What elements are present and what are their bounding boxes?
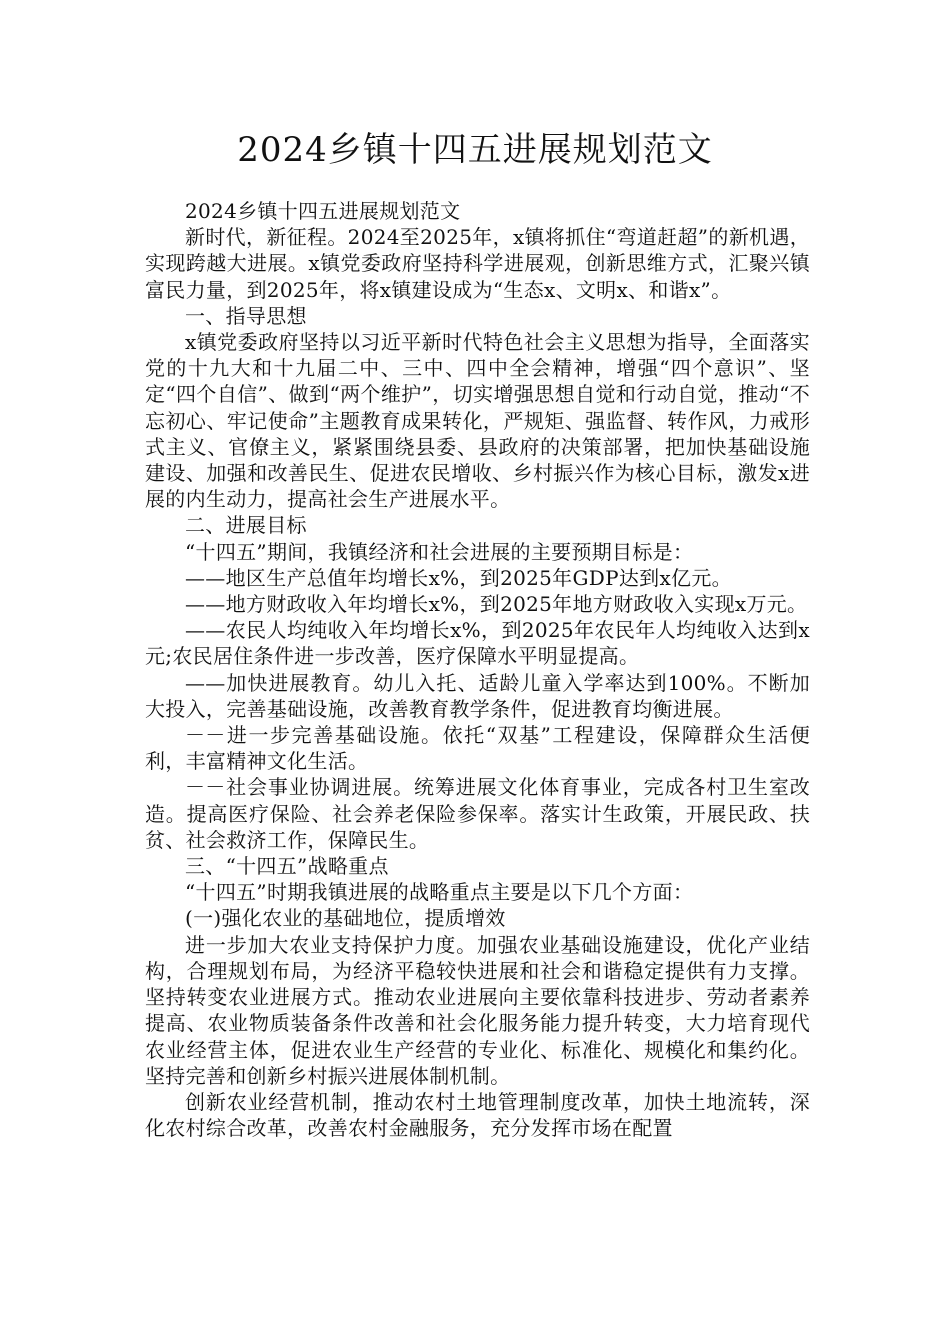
section-heading-goals: 二、进展目标 xyxy=(185,513,307,538)
goal-item-social-affairs: －－社会事业协调进展。统筹进展文化体育事业，完成各村卫生室改造。提高医疗保险、社会养老保险参保率。落实计生政策，开展民政、扶贫、社会救济工作，保障民生。 xyxy=(145,775,810,852)
paragraph-agriculture-mechanism: 创新农业经营机制，推动农村土地管理制度改革，加快土地流转，深化农村综合改革，改善农村金融服务，充分发挥市场在配置 xyxy=(145,1089,810,1141)
paragraph-agriculture-support: 进一步加大农业支持保护力度。加强农业基础设施建设，优化产业结构，合理规划布局，为经济平稳较快进展和社会和谐稳定提供有力支撑。坚持转变农业进展方式。推动农业进展向主要依靠科技进步、劳动者素养提高、农业物质装备条件改善和社会化服务能力提升转变，大力培育现代农业经营主体，促进农业生产经营的专业化、标准化、规模化和集约化。坚持完善和创新乡村振兴进展体制机制。 xyxy=(145,932,810,1088)
paragraph-guiding-ideology: x镇党委政府坚持以习近平新时代特色社会主义思想为指导，全面落实党的十九大和十九届二中、三中、四中全会精神，增强“四个意识”、坚定“四个自信”、做到“两个维护”，切实增强思想自觉和行动自觉，推动“不忘初心、牢记使命”主题教育成果转化，严规矩、强监督、转作风，力戒形式主义、官僚主义，紧紧围绕县委、县政府的决策部署，把加快基础设施建设、加强和改善民生、促进农民增收、乡村振兴作为核心目标，激发x进展的内生动力，提高社会生产进展水平。 xyxy=(145,330,810,512)
goal-item-farmer-income: ——农民人均纯收入年均增长x%，到2025年农民年人均纯收入达到x元;农民居住条件进一步改善，医疗保障水平明显提高。 xyxy=(145,618,810,669)
goal-item-fiscal-revenue: ——地方财政收入年均增长x%，到2025年地方财政收入实现x万元。 xyxy=(185,592,808,617)
goal-item-education: ——加快进展教育。幼儿入托、适龄儿童入学率达到100%。不断加大投入，完善基础设施，改善教育教学条件，促进教育均衡进展。 xyxy=(145,670,810,721)
document-title: 2024乡镇十四五进展规划范文 xyxy=(237,130,713,170)
paragraph-repeat-title: 2024乡镇十四五进展规划范文 xyxy=(185,199,461,223)
goal-item-infrastructure: －－进一步完善基础设施。依托“双基”工程建设，保障群众生活便利，丰富精神文化生活。 xyxy=(145,723,810,774)
document-body xyxy=(145,198,810,1141)
section-heading-guiding-ideology: 一、指导思想 xyxy=(185,303,307,328)
paragraph-goals-intro: “十四五”期间，我镇经济和社会进展的主要预期目标是： xyxy=(185,539,694,564)
paragraph-strategic-focus-intro: “十四五”时期我镇进展的战略重点主要是以下几个方面： xyxy=(185,880,694,905)
subsection-heading-agriculture: (一)强化农业的基础地位，提质增效 xyxy=(185,906,506,931)
goal-item-gdp: ——地区生产总值年均增长x%，到2025年GDP达到x亿元。 xyxy=(185,565,732,590)
section-heading-strategic-focus: 三、“十四五”战略重点 xyxy=(185,854,389,879)
paragraph-intro: 新时代，新征程。2024至2025年，x镇将抓住“弯道赶超”的新机遇，实现跨越大进展。x镇党委政府坚持科学进展观，创新思维方式，汇聚兴镇富民力量，到2025年，将x镇建设成为“生态x、文明x、和谐x”。 xyxy=(145,225,810,302)
